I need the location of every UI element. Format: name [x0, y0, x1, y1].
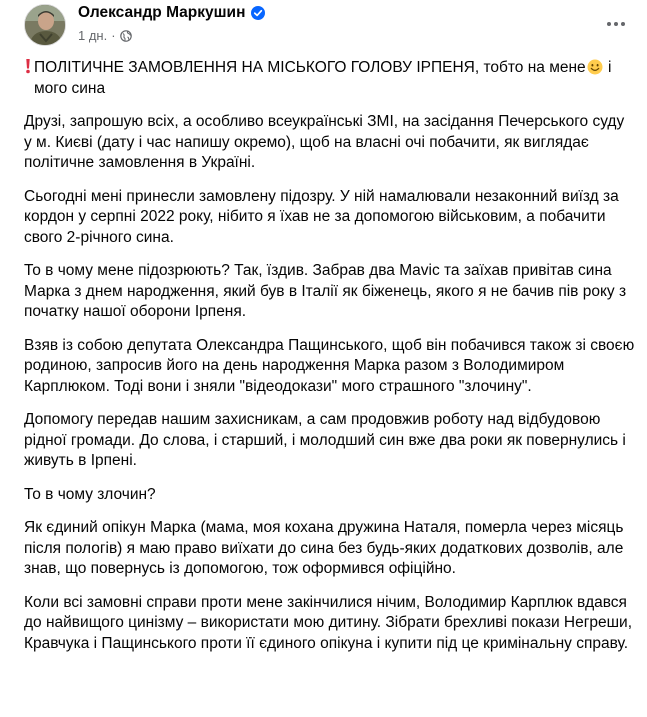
author-name[interactable]: Олександр Маркушин — [78, 4, 246, 21]
more-options-icon-dot — [621, 22, 625, 26]
post-title-text-end: і мого сина — [34, 59, 612, 97]
post-paragraph: Сьогодні мені принесли замовлену підозру. У ній намалювали незаконний виїзд за кордон у серпні 2022 року, нібито я їхав не за допомогою військовим, а побачити свого 2-річного сина. — [24, 187, 619, 246]
meta-separator: · — [111, 28, 116, 43]
post-paragraph: Допомогу передав нашим захисникам, а сам продовжив роботу над відбудовою рідної громади. До слова, і старший, і молодший син вже два роки як повернулись і живуть в Ірпені. — [24, 411, 626, 469]
smiling-face-icon — [587, 59, 603, 75]
post-paragraph: То в чому мене підозрюють? Так, їздив. Забрав два Mavic та заїхав привітав сина Марка з днем народження, який був в Італії як біженець, якого я не бачив пів року з початку нашої оборони Ірпеня. — [24, 262, 627, 320]
red-exclamation-icon — [24, 58, 32, 99]
post-title-paragraph — [24, 58, 635, 99]
post-paragraph: Друзі, запрошую всіх, а особливо всеукраїнські ЗМІ, на засідання Печерського суду у м. Києві (дату і час напишу окремо), щоб на власні очі побачити, як виглядає політичне замовлення в Україні. — [24, 113, 625, 171]
post-title-text: ПОЛІТИЧНЕ ЗАМОВЛЕННЯ НА МІСЬКОГО ГОЛОВУ ІРПЕНЯ, тобто на мене — [34, 59, 586, 76]
post-content — [16, 58, 635, 654]
more-options-icon-dot — [607, 22, 611, 26]
post-meta — [78, 28, 132, 43]
post-title — [34, 58, 635, 99]
post-timestamp[interactable]: 1 дн. — [78, 28, 108, 43]
post-paragraph: Як єдиний опікун Марка (мама, моя кохана дружина Наталя, померла через місяць після пологів) я маю право виїхати до сина без будь-яких додаткових дозволів, але знав, що повернусь із допомогою, тож оформився офіційно. — [24, 519, 624, 577]
verified-badge-icon — [251, 6, 265, 20]
post-paragraph: Взяв із собою депутата Олександра Пащинського, щоб він побачився також зі своєю родиною, запросив його на день народження Марка разом з Володимиром Карплюком. Тоді вони і зняли "відеодокази" мого страшного "злочину". — [24, 336, 635, 395]
more-options-icon-dot — [614, 22, 618, 26]
globe-icon[interactable] — [120, 30, 132, 42]
more-options-button[interactable] — [601, 12, 631, 36]
post-paragraph: Коли всі замовні справи проти мене закінчилися нічим, Володимир Карплюк вдався до найвищого цинізму – використати мою дитину. Зібрати брехливі покази Негреши, Кравчука і Пащинського проти її єдиного опікуна і купити під це кримінальну справу. — [24, 593, 633, 652]
post-header — [16, 0, 635, 58]
author-line — [78, 4, 265, 22]
author-avatar[interactable] — [24, 4, 66, 46]
post-paragraph: То в чому злочин? — [24, 485, 156, 503]
